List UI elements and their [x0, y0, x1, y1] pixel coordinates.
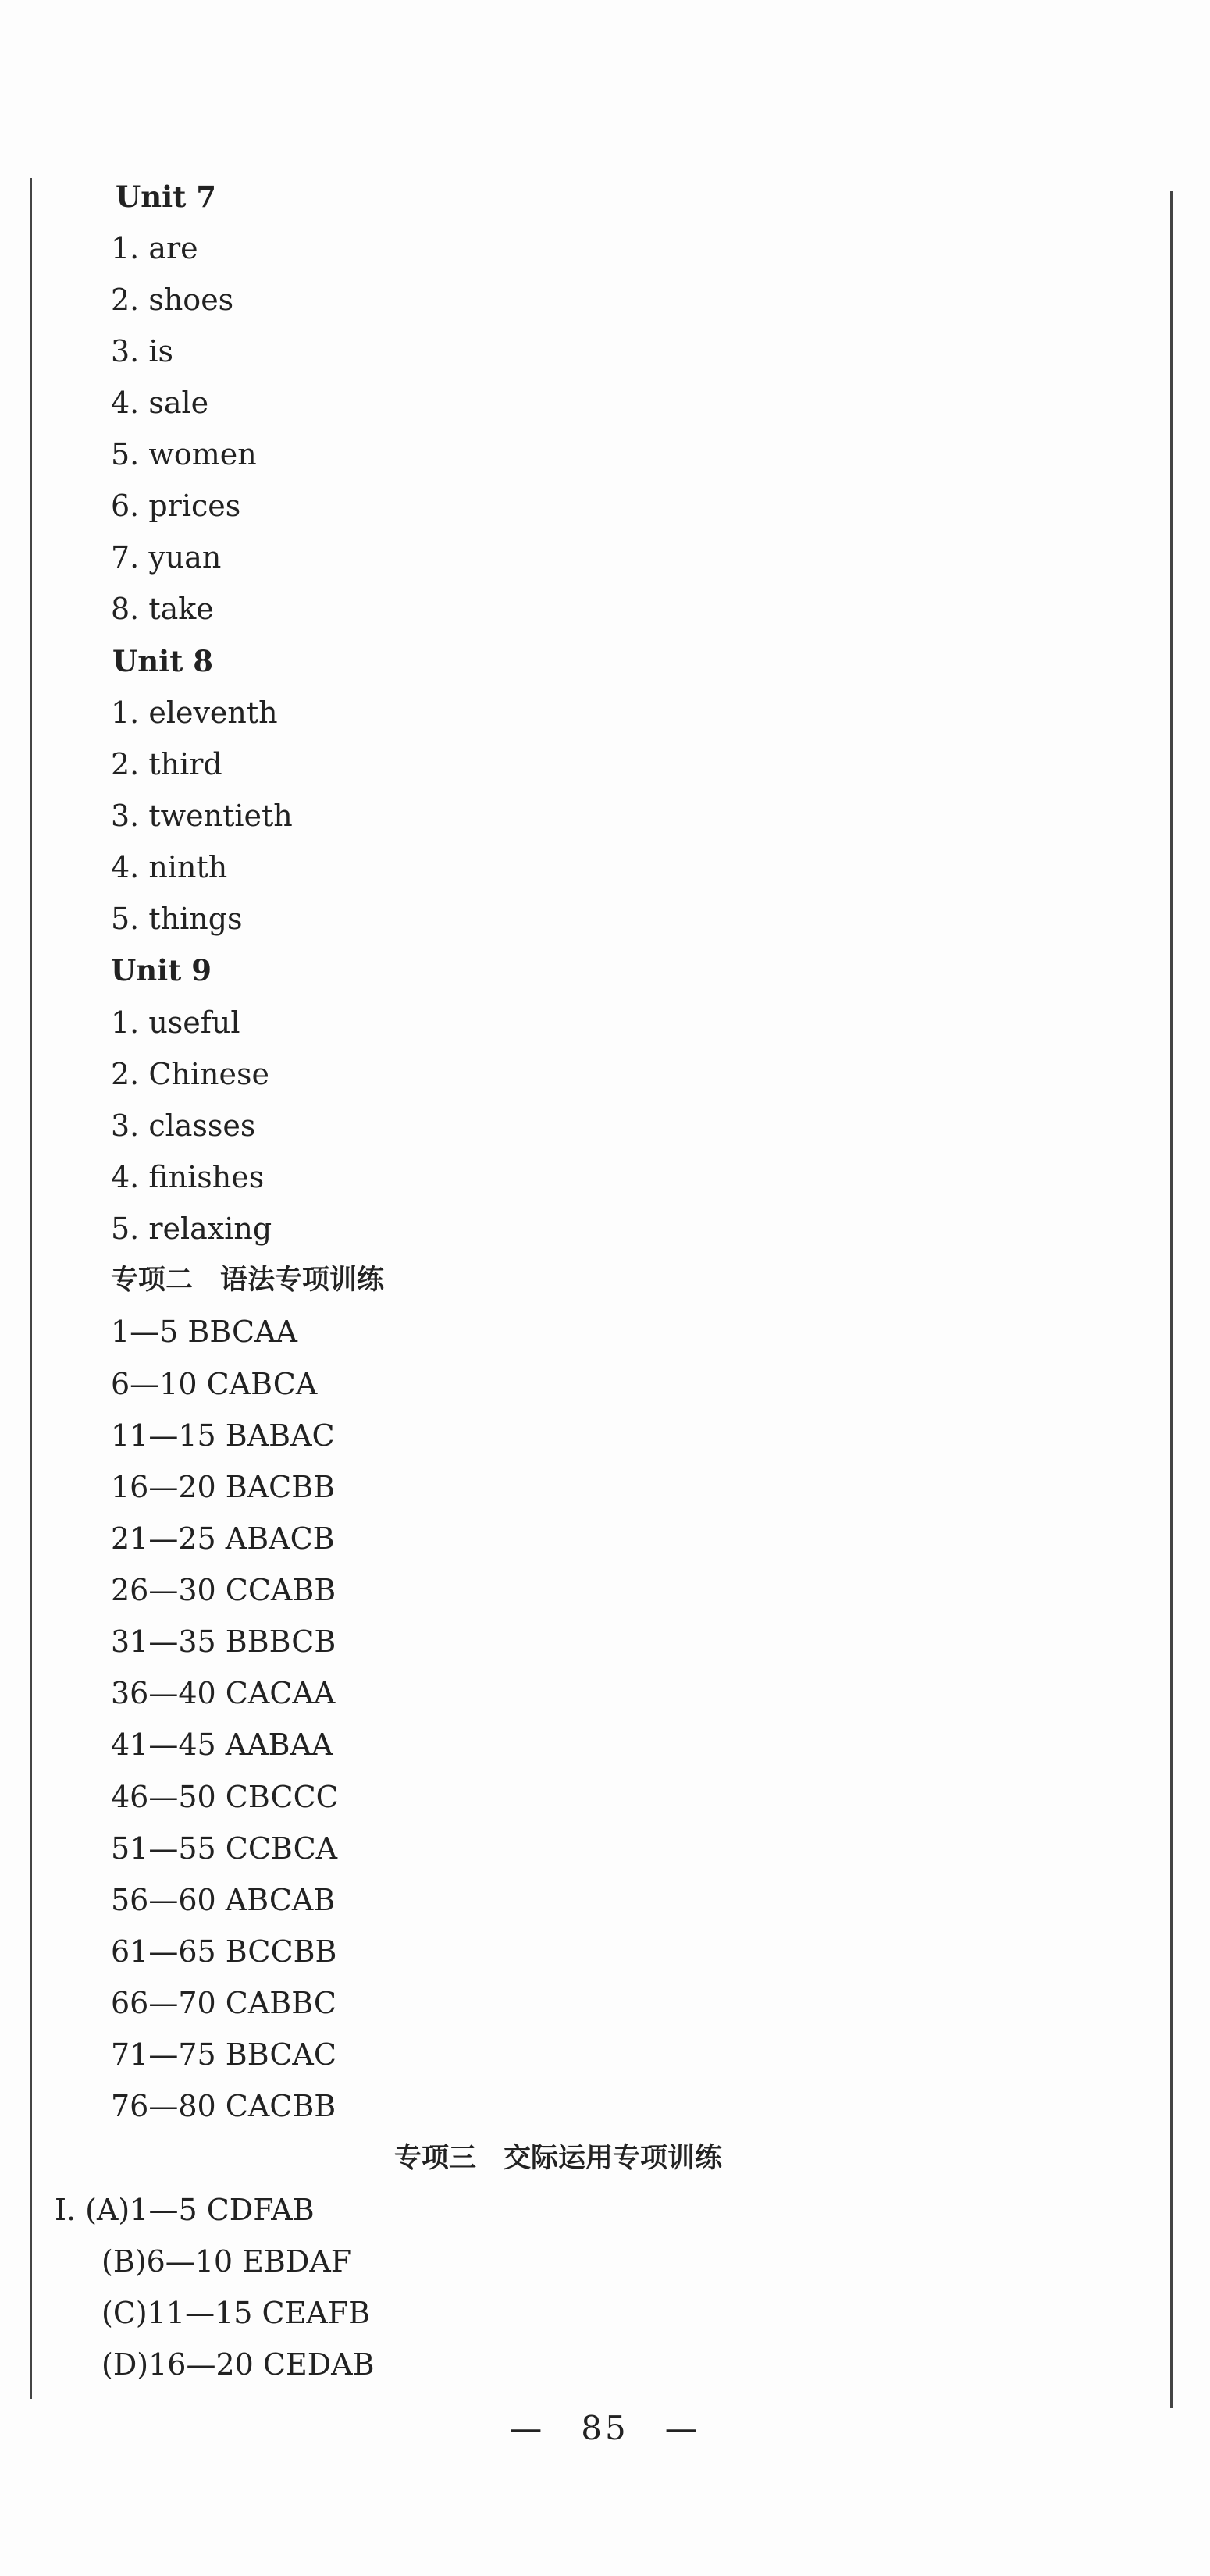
unit8-item-1: 1. eleventh [111, 696, 278, 730]
unit9-item-2: 2. Chinese [111, 1057, 269, 1091]
unit9-item-4: 4. finishes [111, 1160, 265, 1194]
unit7-item-8: 8. take [111, 592, 214, 626]
page-number: — 85 — [509, 2409, 701, 2447]
unit9-item-1: 1. useful [111, 1005, 240, 1040]
unit8-item-3: 3. twentieth [111, 799, 293, 833]
left-margin-rule [30, 178, 32, 2399]
unit7-title: Unit 7 [116, 180, 216, 214]
section2-item-5: 21—25 ABACB [111, 1521, 335, 1556]
unit9-title: Unit 9 [111, 953, 212, 987]
unit8-item-5: 5. things [111, 902, 243, 936]
section3-item-2: (B)6—10 EBDAF [101, 2244, 352, 2279]
unit7-item-2: 2. shoes [111, 283, 234, 317]
section2-item-2: 6—10 CABCA [111, 1367, 318, 1401]
unit9-item-5: 5. relaxing [111, 1212, 272, 1246]
section2-item-9: 41—45 AABAA [111, 1727, 333, 1762]
unit9-item-3: 3. classes [111, 1108, 256, 1143]
unit7-item-3: 3. is [111, 334, 173, 368]
section2-item-16: 76—80 CACBB [111, 2089, 336, 2123]
right-margin-rule [1170, 191, 1173, 2408]
section3-item-3: (C)11—15 CEAFB [101, 2296, 371, 2330]
section2-item-7: 31—35 BBBCB [111, 1624, 336, 1659]
section2-item-1: 1—5 BBCAA [111, 1315, 297, 1349]
section2-item-12: 56—60 ABCAB [111, 1883, 336, 1917]
unit7-item-7: 7. yuan [111, 540, 222, 575]
section2-item-8: 36—40 CACAA [111, 1676, 336, 1710]
unit7-item-1: 1. are [111, 231, 198, 265]
section3-title: 专项三 交际运用专项训练 [394, 2143, 723, 2174]
section2-item-15: 71—75 BBCAC [111, 2037, 336, 2072]
section3-item-1: Ⅰ. (A)1—5 CDFAB [55, 2193, 315, 2227]
section2-title: 专项二 语法专项训练 [111, 1265, 385, 1296]
section2-item-13: 61—65 BCCBB [111, 1934, 337, 1969]
unit8-item-4: 4. ninth [111, 850, 228, 884]
section3-item-4: (D)16—20 CEDAB [101, 2347, 375, 2382]
section2-item-6: 26—30 CCABB [111, 1573, 336, 1607]
section2-item-4: 16—20 BACBB [111, 1470, 336, 1504]
unit8-title: Unit 8 [112, 644, 213, 678]
section2-item-14: 66—70 CABBC [111, 1986, 336, 2020]
section2-item-10: 46—50 CBCCC [111, 1780, 339, 1814]
unit7-item-4: 4. sale [111, 386, 209, 420]
unit7-item-6: 6. prices [111, 489, 241, 523]
unit7-item-5: 5. women [111, 437, 257, 471]
section2-item-11: 51—55 CCBCA [111, 1831, 338, 1866]
section2-item-3: 11—15 BABAC [111, 1418, 335, 1453]
unit8-item-2: 2. third [111, 747, 222, 781]
